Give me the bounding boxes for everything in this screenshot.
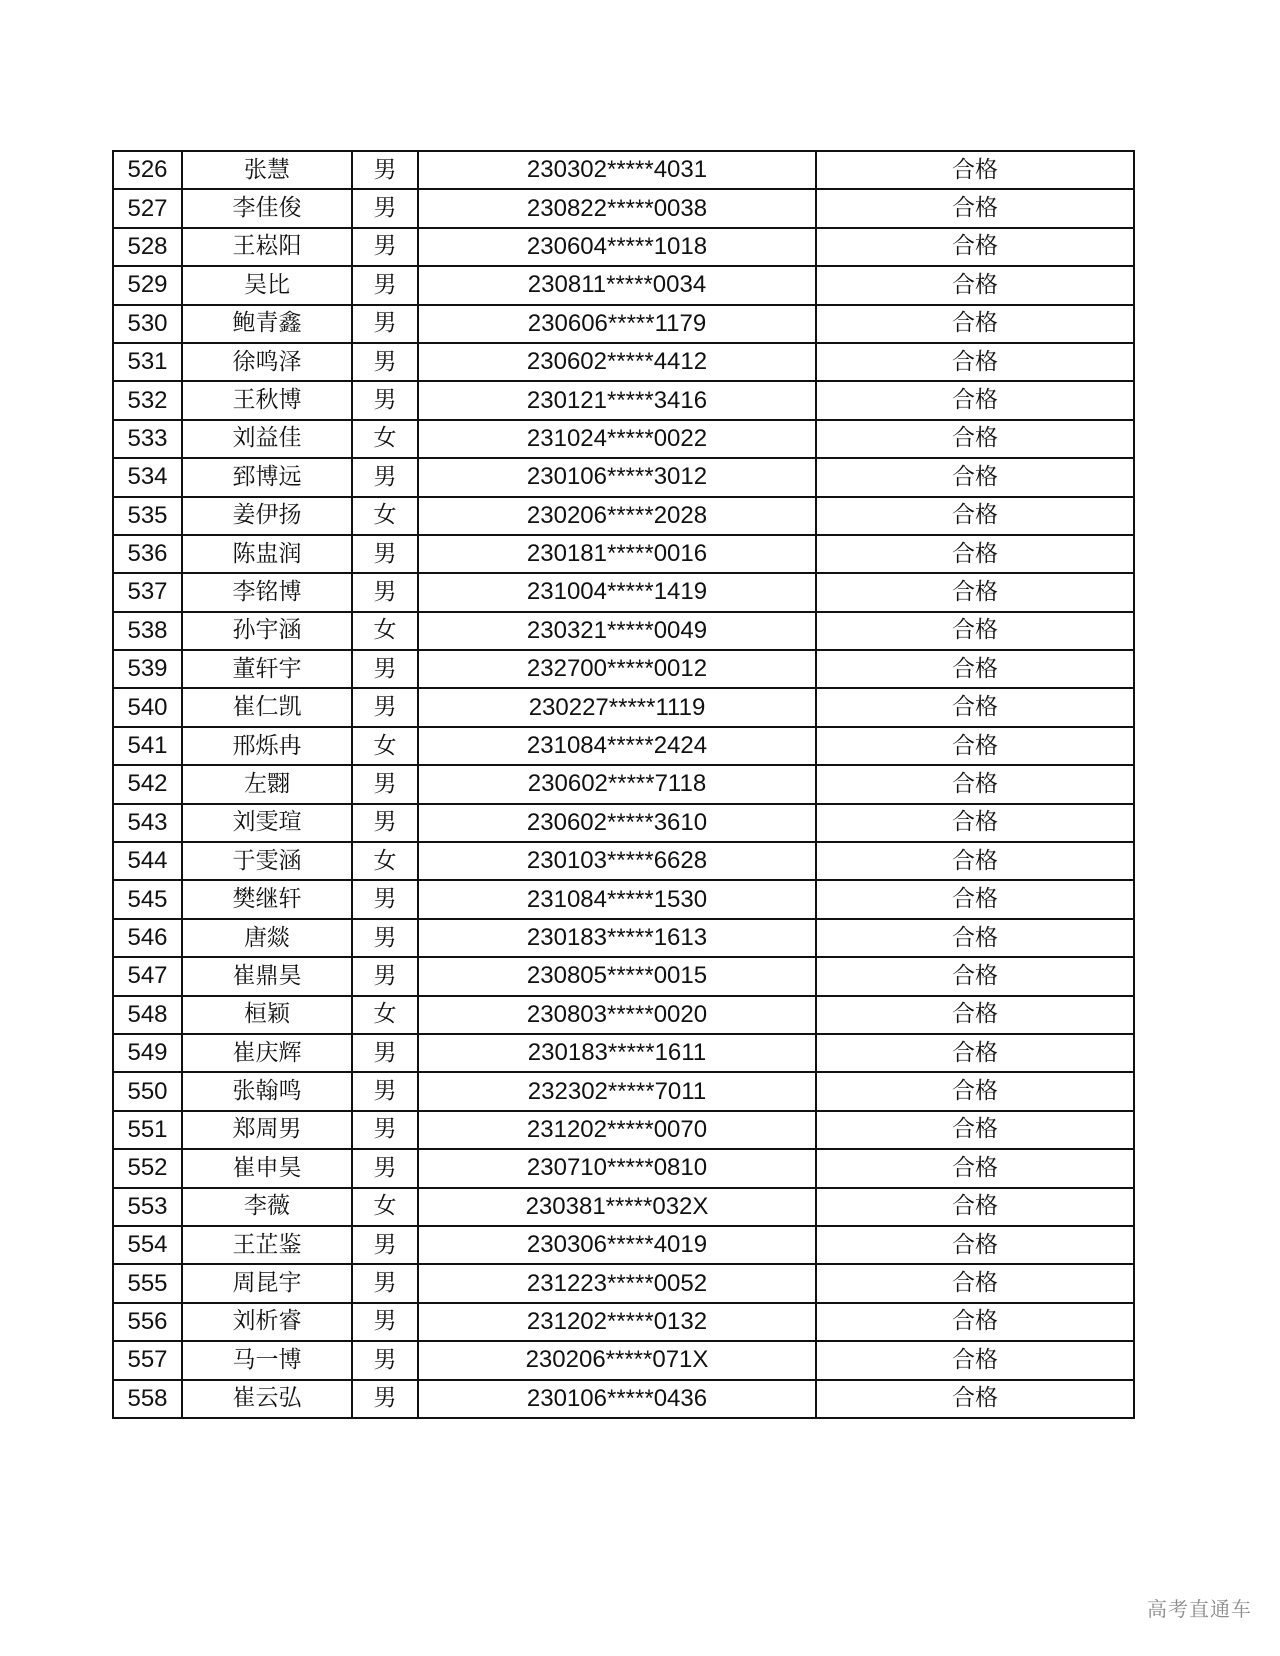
candidate-gender: 女 [352,1188,418,1226]
table-row [113,1226,1134,1264]
result-status: 合格 [816,727,1134,765]
result-status: 合格 [816,1111,1134,1149]
candidate-id-number: 230803*****0020 [418,996,816,1034]
row-number: 545 [113,880,182,918]
candidate-name: 唐燚 [182,919,352,957]
candidate-name: 马一博 [182,1341,352,1379]
result-status: 合格 [816,1303,1134,1341]
row-number: 534 [113,458,182,496]
row-number: 548 [113,996,182,1034]
candidate-id-number: 231024*****0022 [418,420,816,458]
candidate-gender: 女 [352,842,418,880]
candidate-name: 王崧阳 [182,228,352,266]
table-row [113,1380,1134,1418]
candidate-id-number: 230381*****032X [418,1188,816,1226]
candidate-id-number: 230183*****1613 [418,919,816,957]
candidate-name: 孙宇涵 [182,612,352,650]
candidate-id-number: 230106*****3012 [418,458,816,496]
result-status: 合格 [816,842,1134,880]
candidate-id-number: 230206*****2028 [418,497,816,535]
row-number: 546 [113,919,182,957]
result-status: 合格 [816,420,1134,458]
table-row [113,1264,1134,1302]
candidate-name: 郑周男 [182,1111,352,1149]
row-number: 550 [113,1072,182,1110]
result-status: 合格 [816,1034,1134,1072]
table-row [113,189,1134,227]
row-number: 527 [113,189,182,227]
table-row [113,420,1134,458]
row-number: 541 [113,727,182,765]
candidate-gender: 男 [352,765,418,803]
table-row [113,1303,1134,1341]
result-status: 合格 [816,957,1134,995]
candidate-id-number: 230181*****0016 [418,535,816,573]
candidate-gender: 男 [352,1303,418,1341]
result-status: 合格 [816,650,1134,688]
table-row [113,1034,1134,1072]
candidate-id-number: 231202*****0070 [418,1111,816,1149]
candidate-gender: 男 [352,228,418,266]
table-row [113,1188,1134,1226]
row-number: 532 [113,381,182,419]
candidate-id-number: 230710*****0810 [418,1149,816,1187]
candidate-gender: 男 [352,1034,418,1072]
candidate-gender: 男 [352,458,418,496]
roster-table-body [113,151,1134,1418]
candidate-name: 陈盅润 [182,535,352,573]
candidate-name: 董轩宇 [182,650,352,688]
table-row [113,688,1134,726]
candidate-gender: 男 [352,650,418,688]
candidate-id-number: 230805*****0015 [418,957,816,995]
row-number: 539 [113,650,182,688]
result-status: 合格 [816,151,1134,189]
candidate-id-number: 232302*****7011 [418,1072,816,1110]
table-row [113,612,1134,650]
candidate-gender: 女 [352,996,418,1034]
table-row [113,1341,1134,1379]
candidate-name: 吴比 [182,266,352,304]
table-row [113,1149,1134,1187]
row-number: 533 [113,420,182,458]
candidate-gender: 男 [352,957,418,995]
candidate-gender: 男 [352,1341,418,1379]
candidate-id-number: 230606*****1179 [418,305,816,343]
table-row [113,919,1134,957]
row-number: 552 [113,1149,182,1187]
candidate-gender: 男 [352,880,418,918]
result-status: 合格 [816,804,1134,842]
table-row [113,305,1134,343]
candidate-name: 王芷鉴 [182,1226,352,1264]
candidate-gender: 男 [352,189,418,227]
row-number: 549 [113,1034,182,1072]
candidate-name: 王秋博 [182,381,352,419]
row-number: 557 [113,1341,182,1379]
table-row [113,228,1134,266]
row-number: 547 [113,957,182,995]
result-status: 合格 [816,765,1134,803]
result-status: 合格 [816,919,1134,957]
candidate-gender: 女 [352,420,418,458]
result-status: 合格 [816,228,1134,266]
candidate-id-number: 231084*****2424 [418,727,816,765]
candidate-name: 崔申昊 [182,1149,352,1187]
candidate-name: 刘析睿 [182,1303,352,1341]
candidate-id-number: 230103*****6628 [418,842,816,880]
table-row [113,151,1134,189]
table-row [113,497,1134,535]
row-number: 526 [113,151,182,189]
table-row [113,1111,1134,1149]
result-status: 合格 [816,1188,1134,1226]
result-status: 合格 [816,688,1134,726]
table-row [113,266,1134,304]
candidate-gender: 女 [352,612,418,650]
row-number: 531 [113,343,182,381]
candidate-roster-table [112,150,1135,1419]
result-status: 合格 [816,535,1134,573]
row-number: 538 [113,612,182,650]
result-status: 合格 [816,1380,1134,1418]
candidate-id-number: 230811*****0034 [418,266,816,304]
candidate-gender: 男 [352,1264,418,1302]
candidate-gender: 男 [352,343,418,381]
candidate-id-number: 230302*****4031 [418,151,816,189]
table-row [113,842,1134,880]
result-status: 合格 [816,381,1134,419]
table-row [113,1072,1134,1110]
row-number: 528 [113,228,182,266]
row-number: 558 [113,1380,182,1418]
candidate-id-number: 230602*****4412 [418,343,816,381]
result-status: 合格 [816,343,1134,381]
row-number: 543 [113,804,182,842]
candidate-name: 鲍青鑫 [182,305,352,343]
table-row [113,996,1134,1034]
table-row [113,458,1134,496]
table-row [113,650,1134,688]
result-status: 合格 [816,1341,1134,1379]
candidate-id-number: 232700*****0012 [418,650,816,688]
candidate-name: 姜伊扬 [182,497,352,535]
candidate-gender: 男 [352,1072,418,1110]
candidate-id-number: 230604*****1018 [418,228,816,266]
result-status: 合格 [816,458,1134,496]
result-status: 合格 [816,612,1134,650]
row-number: 542 [113,765,182,803]
candidate-name: 徐鸣泽 [182,343,352,381]
table-row [113,343,1134,381]
candidate-name: 张翰鸣 [182,1072,352,1110]
result-status: 合格 [816,266,1134,304]
row-number: 554 [113,1226,182,1264]
candidate-gender: 男 [352,688,418,726]
table-row [113,765,1134,803]
row-number: 536 [113,535,182,573]
watermark-text: 高考直通车 [1147,1597,1252,1621]
candidate-id-number: 230321*****0049 [418,612,816,650]
table-row [113,727,1134,765]
candidate-name: 崔鼎昊 [182,957,352,995]
row-number: 535 [113,497,182,535]
table-row [113,535,1134,573]
result-status: 合格 [816,497,1134,535]
candidate-id-number: 230602*****3610 [418,804,816,842]
result-status: 合格 [816,1226,1134,1264]
candidate-name: 李佳俊 [182,189,352,227]
candidate-id-number: 231223*****0052 [418,1264,816,1302]
candidate-gender: 男 [352,1380,418,1418]
result-status: 合格 [816,573,1134,611]
row-number: 537 [113,573,182,611]
candidate-name: 崔云弘 [182,1380,352,1418]
candidate-name: 樊继轩 [182,880,352,918]
candidate-gender: 女 [352,497,418,535]
result-status: 合格 [816,1072,1134,1110]
candidate-name: 崔仁凯 [182,688,352,726]
candidate-gender: 男 [352,1226,418,1264]
result-status: 合格 [816,189,1134,227]
candidate-name: 周昆宇 [182,1264,352,1302]
candidate-id-number: 230183*****1611 [418,1034,816,1072]
candidate-gender: 男 [352,381,418,419]
candidate-name: 李薇 [182,1188,352,1226]
candidate-name: 张慧 [182,151,352,189]
table-row [113,804,1134,842]
candidate-gender: 男 [352,535,418,573]
table-row [113,573,1134,611]
candidate-gender: 男 [352,1149,418,1187]
table-row [113,381,1134,419]
candidate-gender: 男 [352,266,418,304]
table-row [113,957,1134,995]
row-number: 540 [113,688,182,726]
row-number: 556 [113,1303,182,1341]
candidate-gender: 女 [352,727,418,765]
candidate-name: 刘益佳 [182,420,352,458]
table-row [113,880,1134,918]
candidate-id-number: 231202*****0132 [418,1303,816,1341]
row-number: 529 [113,266,182,304]
candidate-gender: 男 [352,305,418,343]
candidate-id-number: 231084*****1530 [418,880,816,918]
candidate-id-number: 231004*****1419 [418,573,816,611]
candidate-name: 桓颖 [182,996,352,1034]
candidate-name: 刘雯瑄 [182,804,352,842]
candidate-id-number: 230822*****0038 [418,189,816,227]
candidate-name: 崔庆辉 [182,1034,352,1072]
candidate-name: 邢烁冉 [182,727,352,765]
candidate-id-number: 230121*****3416 [418,381,816,419]
candidate-id-number: 230106*****0436 [418,1380,816,1418]
result-status: 合格 [816,996,1134,1034]
candidate-name: 左翾 [182,765,352,803]
candidate-gender: 男 [352,1111,418,1149]
candidate-id-number: 230602*****7118 [418,765,816,803]
candidate-gender: 男 [352,573,418,611]
candidate-gender: 男 [352,804,418,842]
candidate-id-number: 230227*****1119 [418,688,816,726]
row-number: 555 [113,1264,182,1302]
candidate-name: 于雯涵 [182,842,352,880]
candidate-name: 郅博远 [182,458,352,496]
result-status: 合格 [816,1264,1134,1302]
result-status: 合格 [816,305,1134,343]
candidate-name: 李铭博 [182,573,352,611]
candidate-gender: 男 [352,151,418,189]
row-number: 551 [113,1111,182,1149]
row-number: 530 [113,305,182,343]
candidate-gender: 男 [352,919,418,957]
row-number: 544 [113,842,182,880]
result-status: 合格 [816,880,1134,918]
candidate-id-number: 230206*****071X [418,1341,816,1379]
row-number: 553 [113,1188,182,1226]
result-status: 合格 [816,1149,1134,1187]
candidate-id-number: 230306*****4019 [418,1226,816,1264]
